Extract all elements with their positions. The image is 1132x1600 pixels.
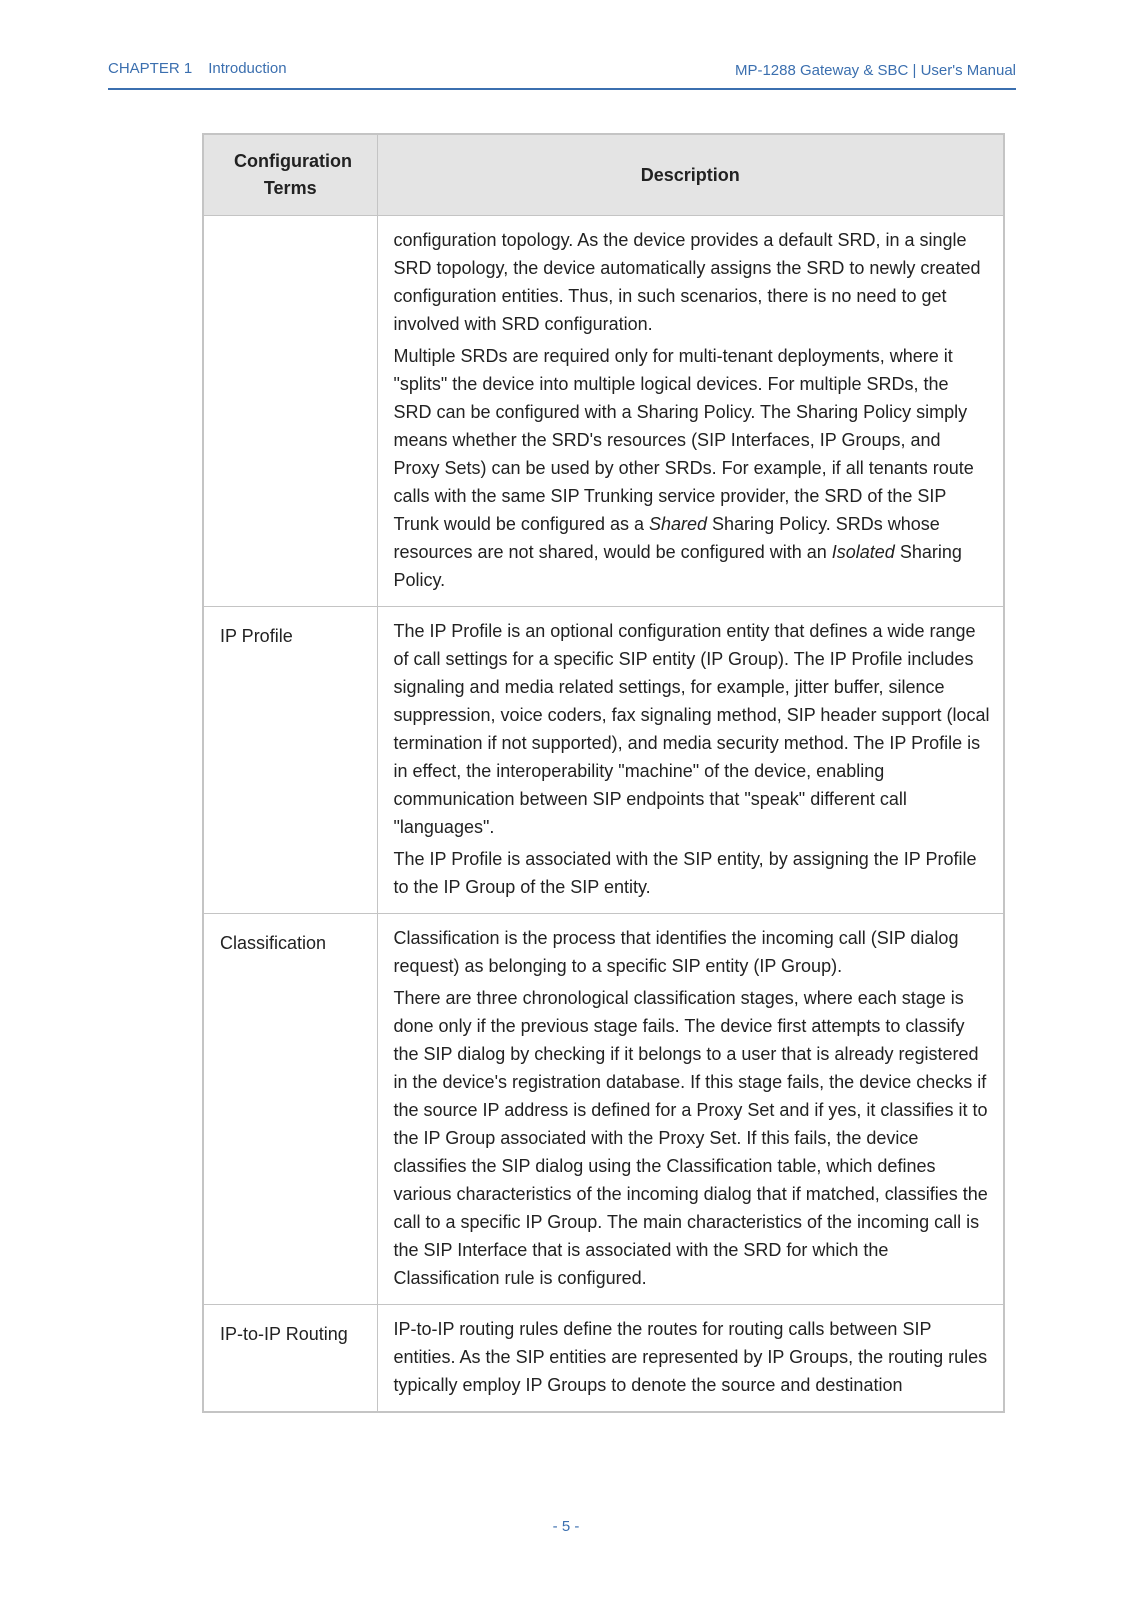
manual-title: MP-1288 Gateway & SBC | User's Manual — [734, 62, 1016, 79]
column-header-description: Description — [377, 134, 1004, 216]
description-cell — [377, 607, 1004, 914]
text-run: Multiple SRDs are required only for multi-tenant deployments, where it "splits" the device into multiple logical devices. For multiple SRDs, the SRD can be configured with a Sharing Policy. The Sharing Policy simply means whether the SRD's resources (SIP Interfaces, IP Groups, and Proxy Sets) can be used by other SRDs. For example, if all tenants route calls with the same SIP Trunking service provider, the SRD of the SIP Trunk would be configured as a — [393, 346, 974, 534]
description-cell — [377, 914, 1004, 1305]
text-run: There are three chronological classification stages, where each stage is done only if the previous stage fails. The device first attempts to classify the SIP dialog by checking if it belongs to a user that is already registered in the device's registration database. If this stage fails, the device checks if the source IP address is defined for a Proxy Set and if yes, it classifies it to the IP Group associated with the Proxy Set. If this fails, the device classifies the SIP dialog using the Classification table, which defines various characteristics of the incoming dialog that if matched, classifies the call to a specific IP Group. The main characteristics of the incoming call is the SIP Interface that is associated with the SRD for which the Classification rule is configured. — [393, 988, 988, 1288]
description-paragraph — [394, 845, 992, 901]
description-paragraph — [394, 924, 992, 980]
chapter-number: CHAPTER 1 — [108, 60, 193, 77]
table-row — [203, 914, 1004, 1305]
text-run: The IP Profile is an optional configuration entity that defines a wide range of call settings for a specific SIP entity (IP Group). The IP Profile includes signaling and media related settings, for example, jitter buffer, silence suppression, voice coders, fax signaling method, SIP header support (local termination if not supported), and media security method. The IP Profile is in effect, the interoperability "machine" of the device, enabling communication between SIP endpoints that "speak" different call "languages". — [393, 621, 990, 837]
description-paragraph — [394, 1315, 992, 1399]
text-run: Sharing Policy. SRDs whose resources are not shared, would be configured with an — [393, 514, 940, 562]
page-header — [108, 58, 1016, 90]
text-run: Sharing Policy. — [393, 542, 962, 590]
table-header-row — [203, 134, 1004, 216]
table-body — [203, 216, 1004, 1413]
chapter-label — [108, 60, 287, 77]
text-run: configuration topology. As the device provides a default SRD, in a single SRD topology, the device automatically assigns the SRD to newly created configuration entities. Thus, in such scenarios, there is no need to get involved with SRD configuration. — [393, 230, 981, 334]
description-paragraph — [394, 226, 992, 338]
term-cell: IP Profile — [203, 607, 377, 914]
page-number: - 5 - — [552, 1518, 580, 1535]
table-row — [203, 1305, 1004, 1413]
description-paragraph — [394, 984, 992, 1292]
term-cell: Classification — [203, 914, 377, 1305]
table-row — [203, 216, 1004, 607]
text-run: Classification is the process that identifies the incoming call (SIP dialog request) as belonging to a specific SIP entity (IP Group). — [393, 928, 959, 976]
term-cell: IP-to-IP Routing — [203, 1305, 377, 1413]
text-run: The IP Profile is associated with the SIP entity, by assigning the IP Profile to the IP Group of the SIP entity. — [393, 849, 977, 897]
chapter-title: Introduction — [208, 60, 287, 77]
description-cell — [377, 1305, 1004, 1413]
emphasized-text: Shared — [648, 514, 708, 534]
column-header-terms: Configuration Terms — [203, 134, 377, 216]
description-paragraph — [394, 617, 992, 841]
emphasized-text: Isolated — [831, 542, 895, 562]
term-cell — [203, 216, 377, 607]
text-run: IP-to-IP routing rules define the routes for routing calls between SIP entities. As the SIP entities are represented by IP Groups, the routing rules typically employ IP Groups to denote the source and destination — [393, 1319, 988, 1395]
description-paragraph — [394, 342, 992, 594]
description-cell — [377, 216, 1004, 607]
table-row — [203, 607, 1004, 914]
configuration-terms-table — [202, 133, 1005, 1413]
